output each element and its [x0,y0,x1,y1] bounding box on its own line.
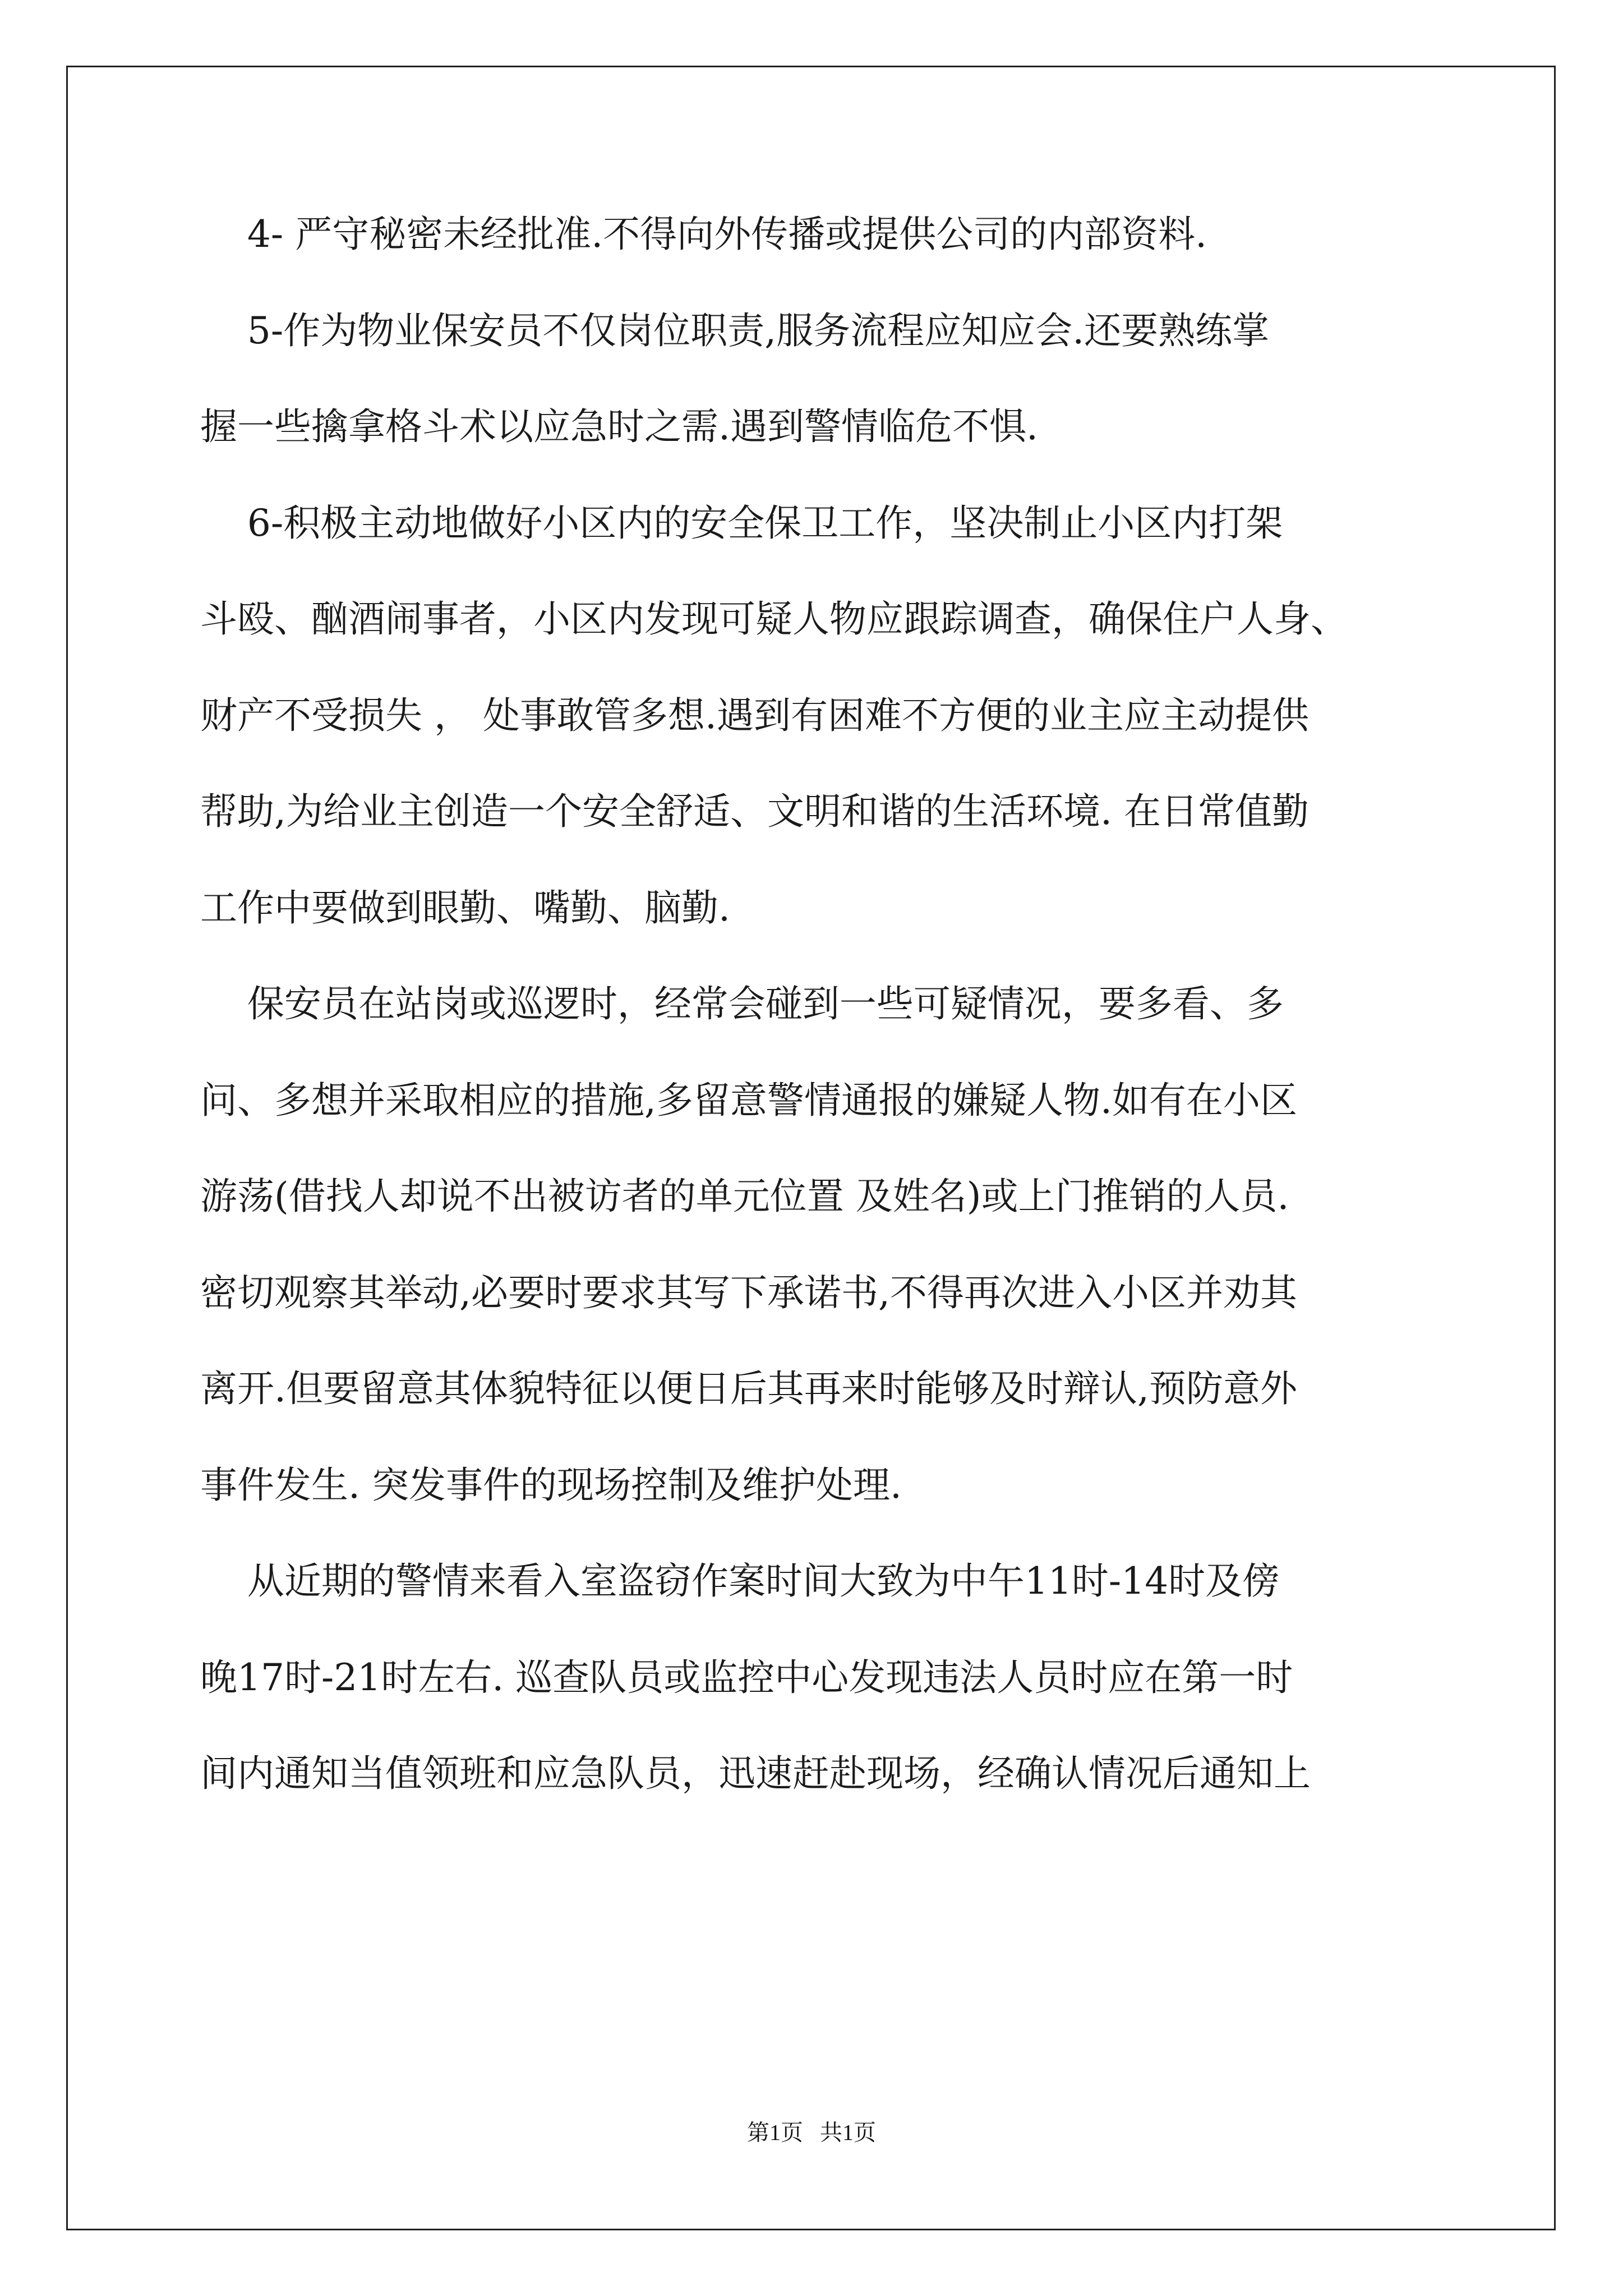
page-number-footer: 第1页 共1页 [747,2120,876,2145]
text-line: 财产不受损失 ， 处事敢管多想.遇到有困难不方便的业主应主动提供 [200,693,1309,737]
text-line: 保安员在站岗或巡逻时，经常会碰到一些可疑情况，要多看、多 [200,982,1284,1025]
text-line: 间内通知当值领班和应急队员，迅速赶赴现场，经确认情况后通知上 [200,1752,1311,1795]
document-body [200,213,1423,1852]
text-line: 5-作为物业保安员不仅岗位职责,服务流程应知应会.还要熟练掌 [200,309,1270,352]
text-line: 密切观察其举动,必要时要求其写下承诺书,不得再次进入小区并劝其 [200,1271,1297,1314]
text-line: 帮助,为给业主创造一个安全舒适、文明和谐的生活环境. 在日常值勤 [200,790,1309,833]
text-line: 握一些擒拿格斗术以应急时之需.遇到警情临危不惧. [200,405,1038,448]
text-line: 从近期的警情来看入室盗窃作案时间大致为中午11时-14时及傍 [200,1559,1280,1603]
text-line: 工作中要做到眼勤、嘴勤、脑勤. [200,886,730,930]
text-line: 6-积极主动地做好小区内的安全保卫工作，坚决制止小区内打架 [200,501,1283,545]
text-line: 4- 严守秘密未经批准.不得向外传播或提供公司的内部资料. [200,213,1207,256]
text-line: 离开.但要留意其体貌特征以便日后其再来时能够及时辩认,预防意外 [200,1367,1297,1410]
text-line: 事件发生. 突发事件的现场控制及维护处理. [200,1463,902,1507]
text-line: 游荡(借找人却说不出被访者的单元位置 及姓名)或上门推销的人员. [200,1175,1289,1218]
text-line: 晚17时-21时左右. 巡查队员或监控中心发现违法人员时应在第一时 [200,1655,1293,1699]
text-line: 问、多想并采取相应的措施,多留意警情通报的嫌疑人物.如有在小区 [200,1078,1297,1122]
text-line: 斗殴、酗酒闹事者，小区内发现可疑人物应跟踪调查，确保住户人身、 [200,597,1348,641]
